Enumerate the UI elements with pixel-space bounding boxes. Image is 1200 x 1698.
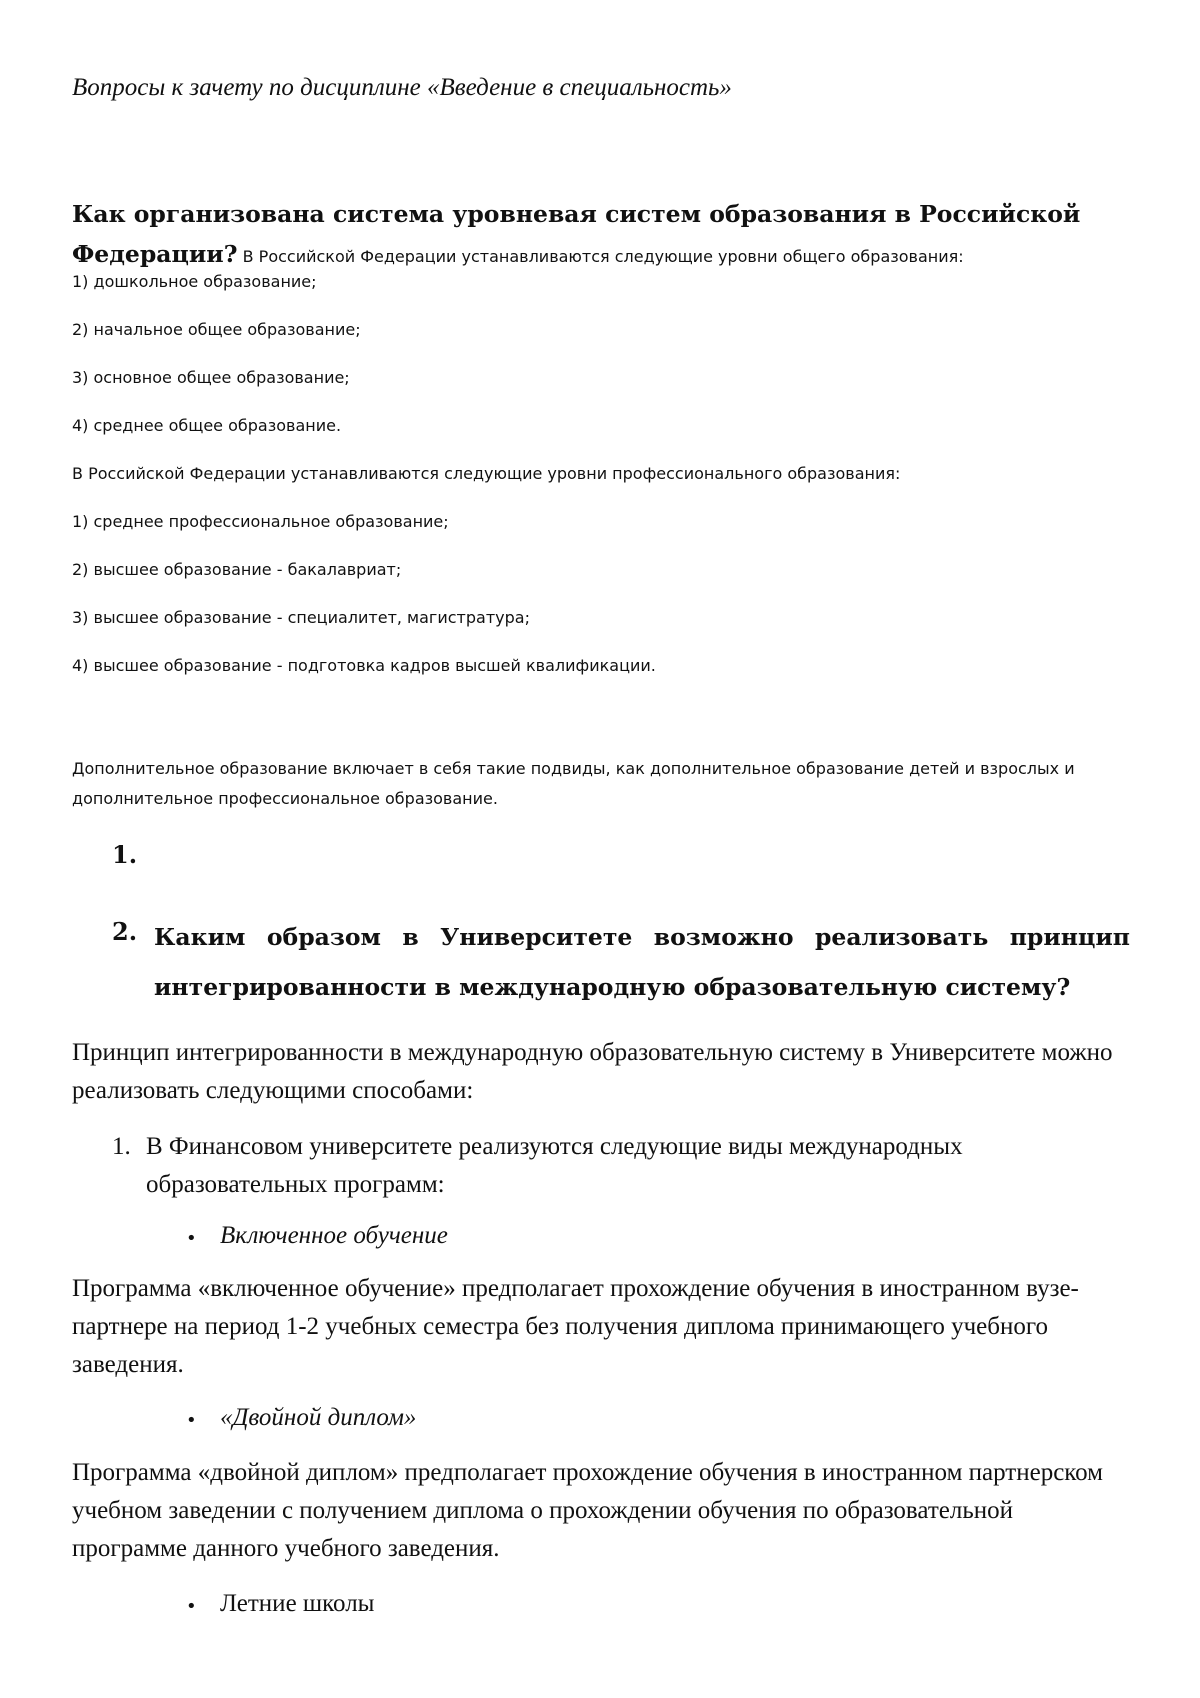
- bullet-icon: •: [186, 1410, 197, 1431]
- professional-level-2: 2) высшее образование - бакалавриат;: [72, 560, 402, 579]
- programs-list-number: 1.: [112, 1133, 131, 1160]
- general-level-2: 2) начальное общее образование;: [72, 320, 361, 339]
- professional-level-1: 1) среднее профессиональное образование;: [72, 512, 449, 531]
- professional-levels-intro: В Российской Федерации устанавливаются следующие уровни профессионального образования:: [72, 464, 901, 483]
- general-level-1: 1) дошкольное образование;: [72, 272, 317, 291]
- general-level-3: 3) основное общее образование;: [72, 368, 350, 387]
- professional-level-3: 3) высшее образование - специалитет, магистратура;: [72, 608, 530, 627]
- program-description-included-study: Программа «включенное обучение» предполагает прохождение обучения в иностранном вузе-партнере на период 1-2 учебных семестра без получения диплома принимающего учебного заведения.: [72, 1275, 1079, 1378]
- general-level-4: 4) среднее общее образование.: [72, 416, 342, 435]
- bullet-icon: •: [186, 1228, 197, 1249]
- question-1-intro: В Российской Федерации устанавливаются следующие уровни общего образования:: [237, 247, 964, 266]
- question-2-intro: Принцип интегрированности в международную образовательную систему в Университете можно реализовать следующими способами:: [72, 1039, 1113, 1104]
- question-1: [72, 194, 1132, 274]
- professional-level-4: 4) высшее образование - подготовка кадров высшей квалификации.: [72, 656, 656, 675]
- question-1-title: Как организована система уровневая систем образования в Российской Федерации?: [72, 200, 1081, 268]
- empty-list-number: 1.: [112, 840, 138, 869]
- question-2-number: 2.: [112, 917, 138, 946]
- program-name-double-degree: «Двойной диплом»: [220, 1404, 417, 1431]
- additional-education-paragraph: Дополнительное образование включает в себя такие подвиды, как дополнительное образование детей и взрослых и дополнительное профессиональное образование.: [72, 759, 1075, 808]
- programs-list-text: В Финансовом университете реализуются следующие виды международных образовательных программ:: [146, 1133, 963, 1198]
- program-name-included-study: Включенное обучение: [220, 1222, 448, 1249]
- bullet-icon: •: [186, 1596, 197, 1617]
- program-description-double-degree: Программа «двойной диплом» предполагает прохождение обучения в иностранном партнерском учебном заведении с получением диплома о прохождении обучения по образовательной программе данного учебного заведения.: [72, 1459, 1104, 1562]
- question-2-title: Каким образом в Университете возможно реализовать принцип интегрированности в международную образовательную систему?: [154, 923, 1130, 1001]
- program-name-summer-schools: Летние школы: [220, 1590, 375, 1617]
- subject-line: Вопросы к зачету по дисциплине «Введение в специальность»: [72, 74, 732, 101]
